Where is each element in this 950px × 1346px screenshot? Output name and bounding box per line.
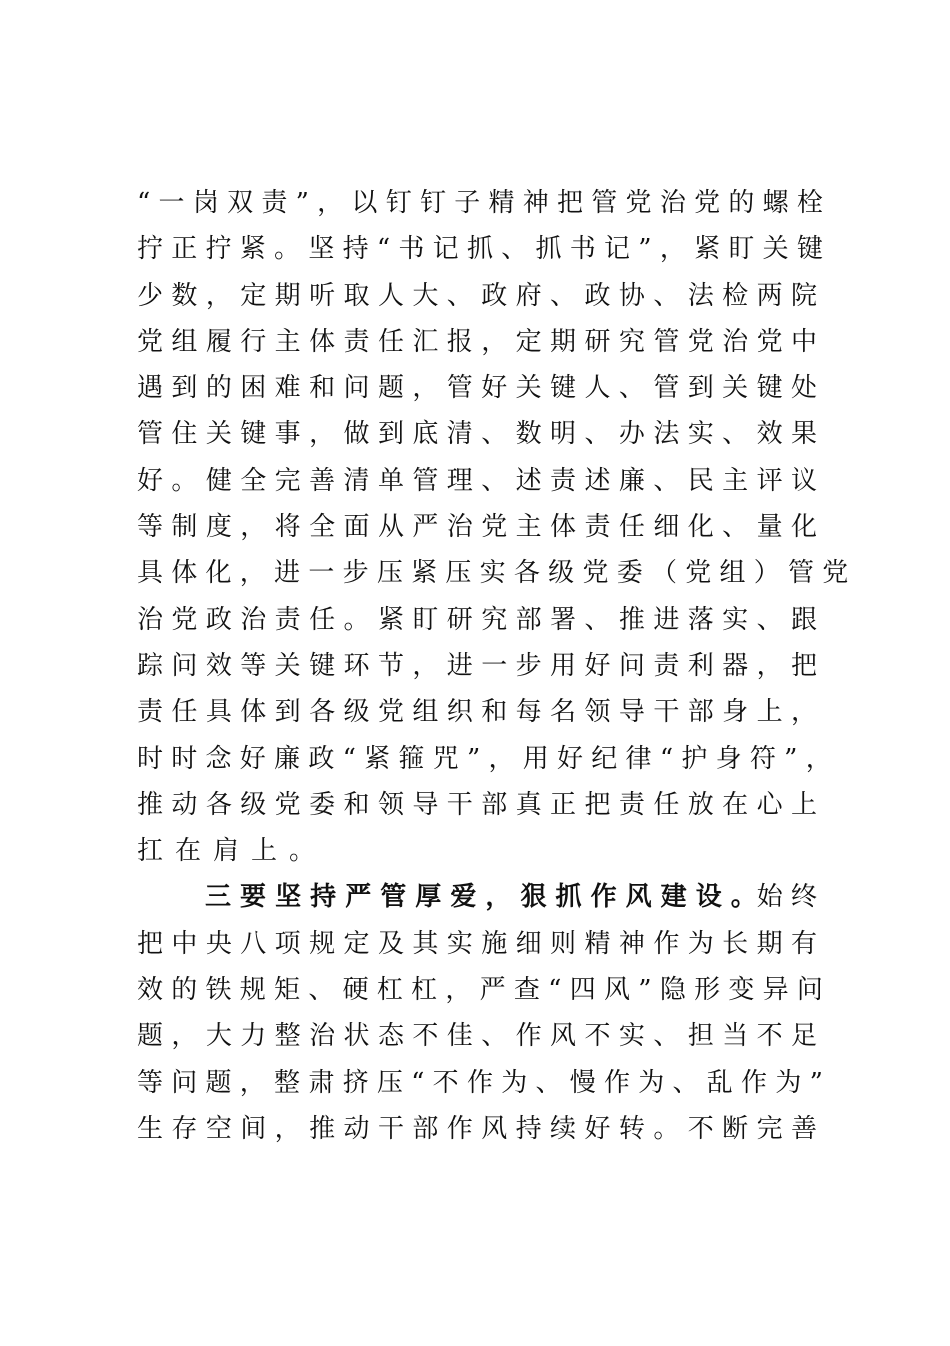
text-line: 责​ 任​ 具​ 体​ 到​ 各​ 级​ 党​ 组​ 织​ 和​ 每​ 名​ 领​ 导​ 干​ 部​ 身​ 上​ ， xyxy=(137,697,817,728)
text-line: 题​ ，​ 大​ 力​ 整​ 治​ 状​ 态​ 不​ 佳​ 、​ 作​ 风​ 不​ 实​ 、​ 担​ 当​ 不​ 足 xyxy=(137,1021,817,1052)
text-line: 时​ 时​ 念​ 好​ 廉​ 政​ “​ 紧​ 箍​ 咒​ ”​ ，​ 用​ 好​ 纪​ 律​ “​ 护​ 身​ 符​ ”​ ， xyxy=(137,743,832,774)
paragraph-first-line-rest: 始​ 终 xyxy=(756,882,818,913)
text-line: 生​ 存​ 空​ 间​ ，​ 推​ 动​ 干​ 部​ 作​ 风​ 持​ 续​ 好​ 转​ 。​ 不​ 断​ 完​ 善 xyxy=(137,1113,817,1144)
text-line: 好​ 。​ 健​ 全​ 完​ 善​ 清​ 单​ 管​ 理​ 、​ 述​ 责​ 述​ 廉​ 、​ 民​ 主​ 评​ 议 xyxy=(137,465,817,496)
text-line: 治​ 党​ 政​ 治​ 责​ 任​ 。​ 紧​ 盯​ 研​ 究​ 部​ 署​ 、​ 推​ 进​ 落​ 实​ 、​ 跟 xyxy=(137,604,817,635)
text-line: 具​ 体​ 化​ ，​ 进​ 一​ 步​ 压​ 紧​ 压​ 实​ 各​ 级​ 党​ 委​ （​ 党​ 组​ ）​ 管​ 党 xyxy=(137,558,849,589)
text-line: 推​ 动​ 各​ 级​ 党​ 委​ 和​ 领​ 导​ 干​ 部​ 真​ 正​ 把​ 责​ 任​ 放​ 在​ 心​ 上 xyxy=(137,789,817,820)
text-line: “​ 一​ 岗​ 双​ 责​ ”​ ，​ 以​ 钉​ 钉​ 子​ 精​ 神​ 把​ 管​ 党​ 治​ 党​ 的​ 螺​ 栓 xyxy=(137,188,823,218)
body-text xyxy=(137,180,849,1152)
text-line: 拧​ 正​ 拧​ 紧​ 。​ 坚​ 持​ “​ 书​ 记​ 抓​ 、​ 抓​ 书​ 记​ ”​ ，​ 紧​ 盯​ 关​ 键 xyxy=(137,234,823,265)
text-line: 少​ 数​ ，​ 定​ 期​ 听​ 取​ 人​ 大​ 、​ 政​ 府​ 、​ 政​ 协​ 、​ 法​ 检​ 两​ 院 xyxy=(137,280,817,311)
text-line: 党​ 组​ 履​ 行​ 主​ 体​ 责​ 任​ 汇​ 报​ ，​ 定​ 期​ 研​ 究​ 管​ 党​ 治​ 党​ 中 xyxy=(137,326,817,357)
text-line: 踪​ 问​ 效​ 等​ 关​ 键​ 环​ 节​ ，​ 进​ 一​ 步​ 用​ 好​ 问​ 责​ 利​ 器​ ，​ 把 xyxy=(137,650,817,681)
text-line: 效​ 的​ 铁​ 规​ 矩​ 、​ 硬​ 杠​ 杠​ ，​ 严​ 查​ “​ 四​ 风​ ”​ 隐​ 形​ 变​ 异​ 问 xyxy=(137,975,823,1006)
text-line: 把​ 中​ 央​ 八​ 项​ 规​ 定​ 及​ 其​ 实​ 施​ 细​ 则​ 精​ 神​ 作​ 为​ 长​ 期​ 有 xyxy=(137,928,817,959)
text-line: 遇​ 到​ 的​ 困​ 难​ 和​ 问​ 题​ ，​ 管​ 好​ 关​ 键​ 人​ 、​ 管​ 到​ 关​ 键​ 处 xyxy=(137,373,817,404)
text-line: 扛在肩上。 xyxy=(137,836,328,867)
paragraph-heading: 三​ 要​ 坚​ 持​ 严​ 管​ 厚​ 爱​ ，​ 狠​ 抓​ 作​ 风​ 建​ 设​ 。 xyxy=(205,882,757,913)
text-line: 管​ 住​ 关​ 键​ 事​ ，​ 做​ 到​ 底​ 清​ 、​ 数​ 明​ 、​ 办​ 法​ 实​ 、​ 效​ 果 xyxy=(137,419,817,450)
text-line: 等​ 问​ 题​ ，​ 整​ 肃​ 挤​ 压​ “​ 不​ 作​ 为​ 、​ 慢​ 作​ 为​ 、​ 乱​ 作​ 为​ ” xyxy=(137,1067,823,1098)
paragraph-first-line xyxy=(137,874,817,920)
text-line: 等​ 制​ 度​ ，​ 将​ 全​ 面​ 从​ 严​ 治​ 党​ 主​ 体​ 责​ 任​ 细​ 化​ 、​ 量​ 化 xyxy=(137,512,817,543)
